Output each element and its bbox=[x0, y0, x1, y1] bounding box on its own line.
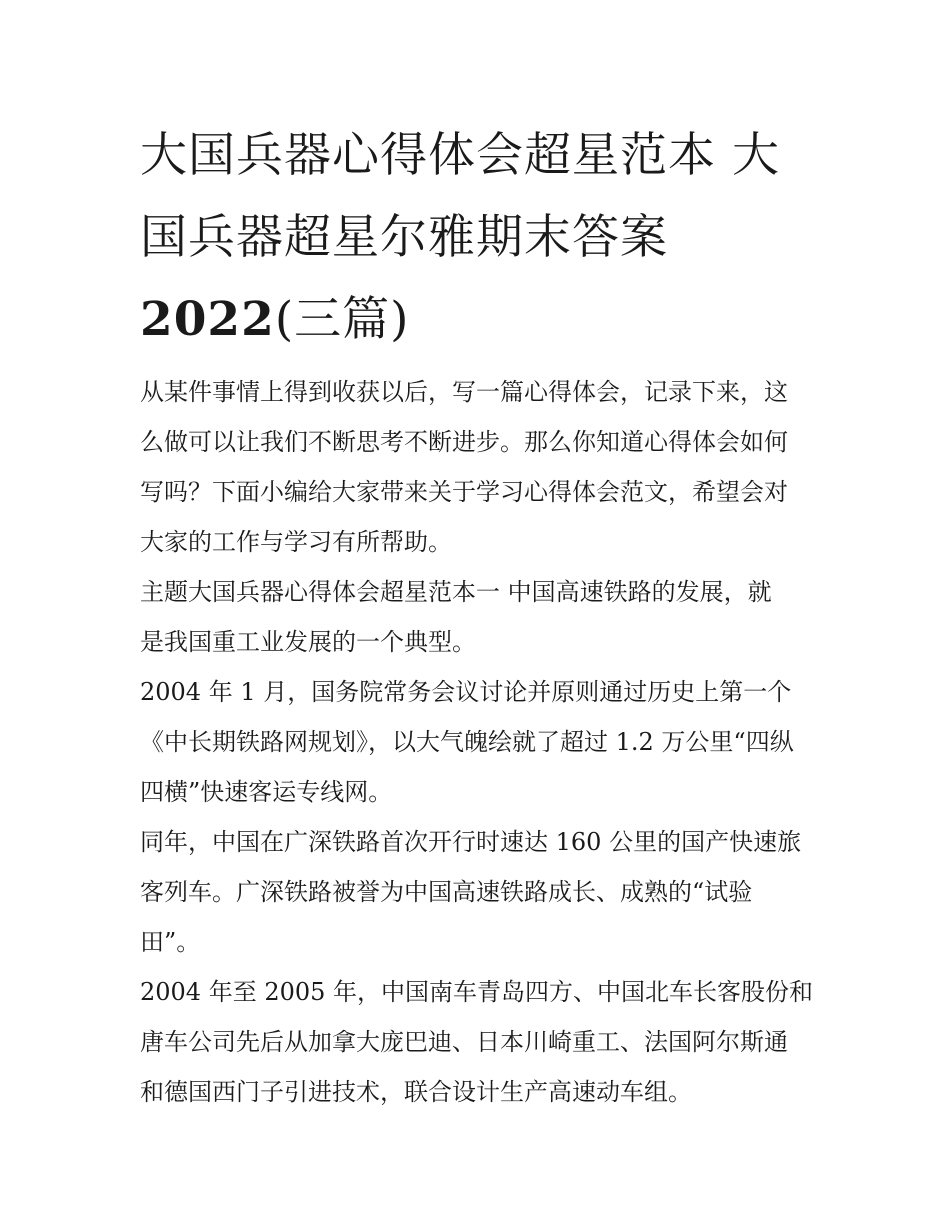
paragraph-line: 是我国重工业发展的一个典型。 bbox=[140, 628, 476, 656]
paragraph-intro bbox=[140, 367, 820, 567]
document-title bbox=[140, 115, 820, 361]
paragraph-line: 和德国西门子引进技术，联合设计生产高速动车组。 bbox=[140, 1078, 692, 1106]
paragraph-line: 主题大国兵器心得体会超星范本一 中国高速铁路的发展，就 bbox=[140, 578, 772, 606]
paragraph-technology bbox=[140, 967, 820, 1117]
paragraph-line: 唐车公司先后从加拿大庞巴迪、日本川崎重工、法国阿尔斯通 bbox=[140, 1028, 788, 1056]
title-suffix: (三篇) bbox=[274, 292, 410, 347]
document-page bbox=[140, 115, 820, 1117]
paragraph-line: 2004 年 1 月，国务院常务会议讨论并原则通过历史上第一个 bbox=[140, 678, 792, 706]
paragraph-line: 客列车。广深铁路被誉为中国高速铁路成长、成熟的“试验 bbox=[140, 878, 753, 906]
paragraph-line: 《中长期铁路网规划》，以大气魄绘就了超过 1.2 万公里“四纵 bbox=[140, 728, 794, 756]
paragraph-line: 四横”快速客运专线网。 bbox=[140, 778, 393, 806]
paragraph-line: 么做可以让我们不断思考不断进步。那么你知道心得体会如何 bbox=[140, 428, 788, 456]
title-line-1: 大国兵器心得体会超星范本 大 bbox=[140, 128, 780, 183]
paragraph-2004-plan bbox=[140, 667, 820, 817]
paragraph-line: 从某件事情上得到收获以后，写一篇心得体会，记录下来，这 bbox=[140, 378, 788, 406]
paragraph-line: 写吗？下面小编给大家带来关于学习心得体会范文，希望会对 bbox=[140, 478, 788, 506]
title-line-3 bbox=[140, 279, 820, 361]
paragraph-line: 田”。 bbox=[140, 928, 201, 956]
paragraph-guangshen bbox=[140, 817, 820, 967]
paragraph-topic bbox=[140, 567, 820, 667]
paragraph-line: 同年，中国在广深铁路首次开行时速达 160 公里的国产快速旅 bbox=[140, 828, 802, 856]
paragraph-line: 2004 年至 2005 年，中国南车青岛四方、中国北车长客股份和 bbox=[140, 978, 814, 1006]
paragraph-line: 大家的工作与学习有所帮助。 bbox=[140, 528, 452, 556]
title-year: 2022 bbox=[140, 292, 275, 347]
title-line-2: 国兵器超星尔雅期末答案 bbox=[140, 210, 668, 265]
